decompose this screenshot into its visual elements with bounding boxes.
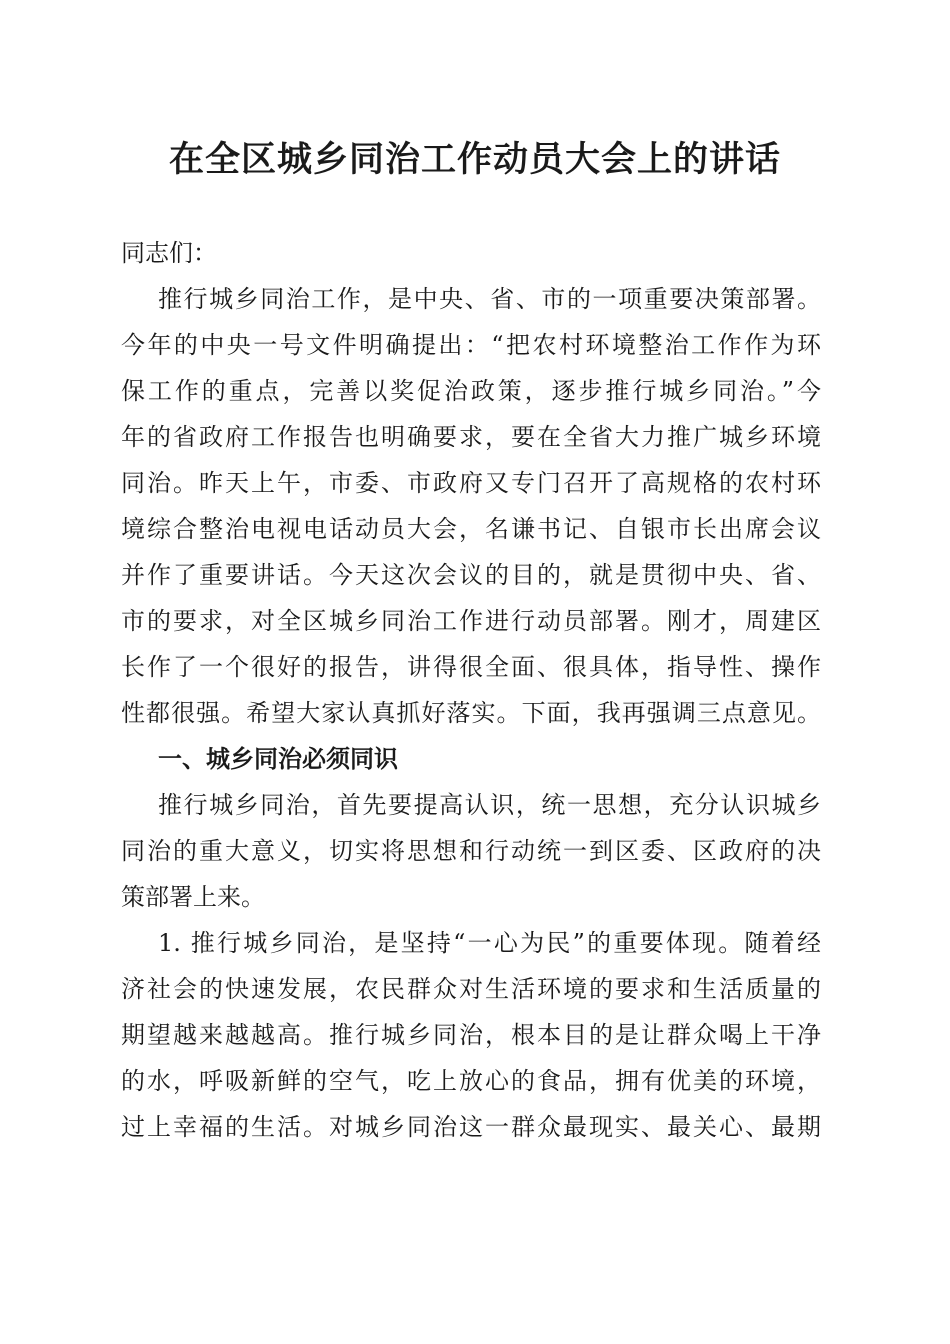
- paragraph-line: 同治。昨天上午，市委、市政府又专门召开了高规格的农村环: [121, 469, 821, 497]
- salutation: 同志们：: [121, 239, 217, 267]
- paragraph-line: 性都很强。希望大家认真抓好落实。下面，我再强调三点意见。: [121, 699, 821, 727]
- paragraph-line: 同治的重大意义，切实将思想和行动统一到区委、区政府的决: [121, 837, 821, 865]
- paragraph-line: 1. 推行城乡同治，是坚持“一心为民”的重要体现。随着经: [158, 929, 821, 957]
- paragraph-line: 过上幸福的生活。对城乡同治这一群众最现实、最关心、最期: [121, 1113, 821, 1141]
- paragraph-line: 的水，呼吸新鲜的空气，吃上放心的食品，拥有优美的环境，: [121, 1067, 821, 1095]
- paragraph-line: 年的省政府工作报告也明确要求，要在全省大力推广城乡环境: [121, 423, 821, 451]
- paragraph-line: 保工作的重点，完善以奖促治政策，逐步推行城乡同治。”今: [121, 377, 821, 405]
- document-title: 在全区城乡同治工作动员大会上的讲话: [168, 139, 781, 180]
- paragraph-line: 今年的中央一号文件明确提出：“把农村环境整治工作作为环: [121, 331, 821, 359]
- paragraph-line: 市的要求，对全区城乡同治工作进行动员部署。刚才，周建区: [121, 607, 821, 635]
- paragraph-line: 策部署上来。: [121, 883, 265, 911]
- paragraph-line: 济社会的快速发展，农民群众对生活环境的要求和生活质量的: [121, 975, 821, 1003]
- section-heading: 一、城乡同治必须同识: [158, 745, 398, 773]
- paragraph-line: 期望越来越越高。推行城乡同治，根本目的是让群众喝上干净: [121, 1021, 821, 1049]
- paragraph-line: 并作了重要讲话。今天这次会议的目的，就是贯彻中央、省、: [121, 561, 821, 589]
- paragraph-line: 推行城乡同治，首先要提高认识，统一思想，充分认识城乡: [158, 791, 821, 819]
- paragraph-line: 长作了一个很好的报告，讲得很全面、很具体，指导性、操作: [121, 653, 821, 681]
- paragraph-line: 境综合整治电视电话动员大会，名谦书记、自银市长出席会议: [121, 515, 821, 543]
- paragraph-line: 推行城乡同治工作，是中央、省、市的一项重要决策部署。: [158, 285, 821, 313]
